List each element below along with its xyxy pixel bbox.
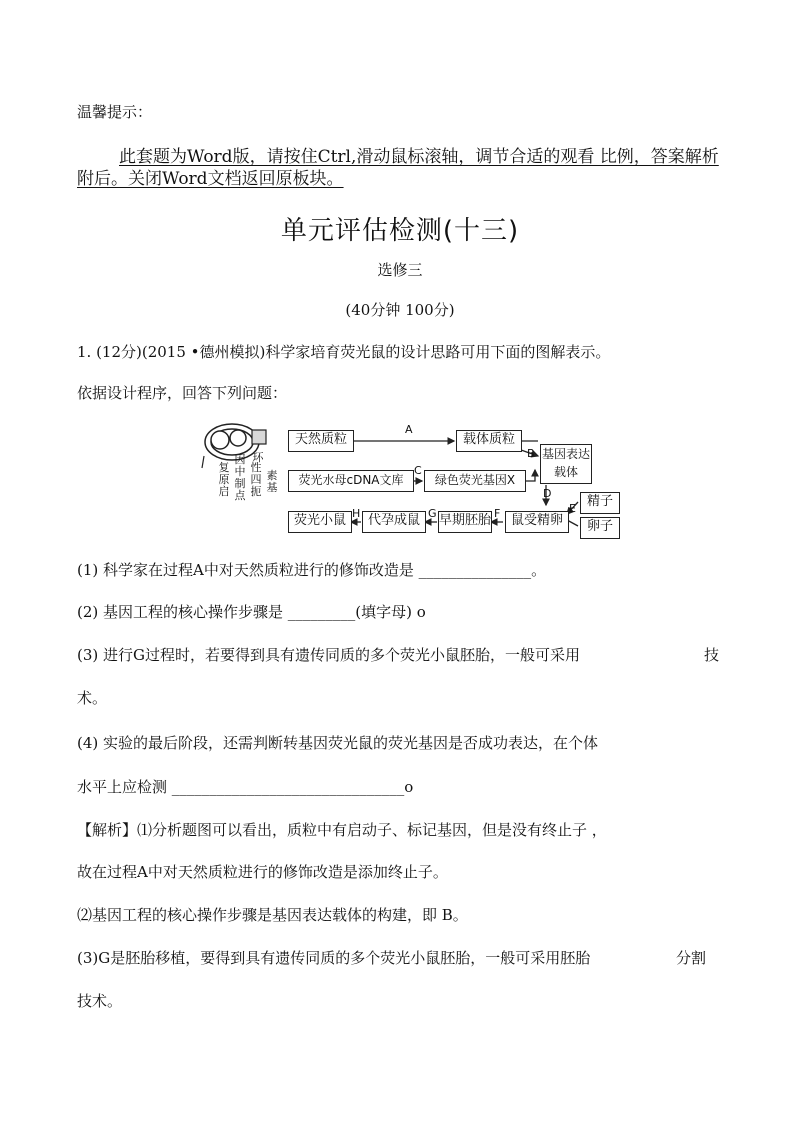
question-stem: 1. (12分)(2015 •德州模拟)科学家培育荧光鼠的设计思路可用下面的图解表示。: [77, 343, 611, 361]
answer-line-2: 故在过程A中对天然质粒进行的修饰改造是添加终止子。: [77, 863, 448, 881]
label-g: G: [428, 507, 437, 520]
label-h: H: [352, 507, 361, 520]
box-egg: 卵子: [580, 517, 620, 539]
intro-label: 温馨提示：: [77, 103, 153, 121]
label-a: A: [405, 423, 413, 436]
answer-line-3: ⑵基因工程的核心操作步骤是基因表达载体的构建，即 B。: [77, 906, 468, 924]
box-vector-plasmid: 载体质粒: [456, 430, 522, 452]
question-2: (2) 基因工程的核心操作步骤是 _________(填字母) o: [77, 603, 426, 621]
question-3: (3) 进行G过程时，若要得到具有遗传同质的多个荧光小鼠胚胎，一般可采用: [77, 646, 581, 664]
box-natural-plasmid: 天然质粒: [288, 430, 354, 452]
question-1: (1) 科学家在过程A中对天然质粒进行的修饰改造是 _______________。: [77, 561, 547, 579]
process-diagram: [200, 420, 620, 540]
answer-line-4: (3)G是胚胎移植，要得到具有遗传同质的多个荧光小鼠胚胎，一般可采用胚胎: [77, 949, 591, 967]
box-early-embryo: 早期胚胎: [438, 511, 492, 533]
box-sperm: 精子: [580, 492, 620, 514]
label-d: D: [543, 487, 552, 500]
notice-text: 此套题为Word版，请按住Ctrl,滑动鼠标滚轴，调节合适的观看 比例，答案解析附后。关闭Word文档返回原板块。: [77, 147, 719, 189]
subtitle: 选修三: [377, 261, 423, 279]
box-expression-vector: 基因表达载体: [540, 444, 592, 484]
question-4: (4) 实验的最后阶段，还需判断转基因荧光鼠的荧光基因是否成功表达，在个体: [77, 734, 599, 752]
label-b: B: [527, 447, 535, 460]
plasmid-label-col1: 复原启: [218, 461, 230, 498]
plasmid-label-col2: 因中制点: [234, 453, 246, 502]
question-3-continuation: 术。: [77, 689, 108, 707]
answer-line-1: 【解析】⑴分析题图可以看出，质粒中有启动子、标记基因，但是没有终止子 ，: [77, 821, 607, 839]
page-title: 单元评估检测(十三): [280, 216, 520, 246]
time-score: (40分钟 100分): [345, 301, 455, 319]
label-f: F: [494, 507, 501, 520]
answer-line-4-suffix: 分割: [676, 949, 707, 967]
question-instruction: 依据设计程序，回答下列问题：: [77, 384, 288, 402]
box-fluorescent-mouse: 荧光小鼠: [288, 511, 352, 533]
label-e: E: [569, 502, 576, 515]
box-fertilized-egg: 鼠受精卵: [505, 511, 569, 533]
question-3-suffix: 技: [704, 646, 720, 664]
question-4-continuation: 水平上应检测 _______________________________o: [77, 778, 414, 796]
plasmid-label-col3: 性四扼: [250, 461, 262, 498]
answer-line-5: 技术。: [77, 992, 123, 1010]
box-surrogate-mouse: 代孕成鼠: [362, 511, 426, 533]
plasmid-label-col5: 环: [252, 451, 264, 464]
label-c: C: [414, 464, 422, 477]
box-cdna-library: 荧光水母cDNA文库: [288, 470, 414, 492]
box-gfp-gene: 绿色荧光基因X: [424, 470, 526, 492]
plasmid-label-col4: 素基: [266, 469, 278, 494]
